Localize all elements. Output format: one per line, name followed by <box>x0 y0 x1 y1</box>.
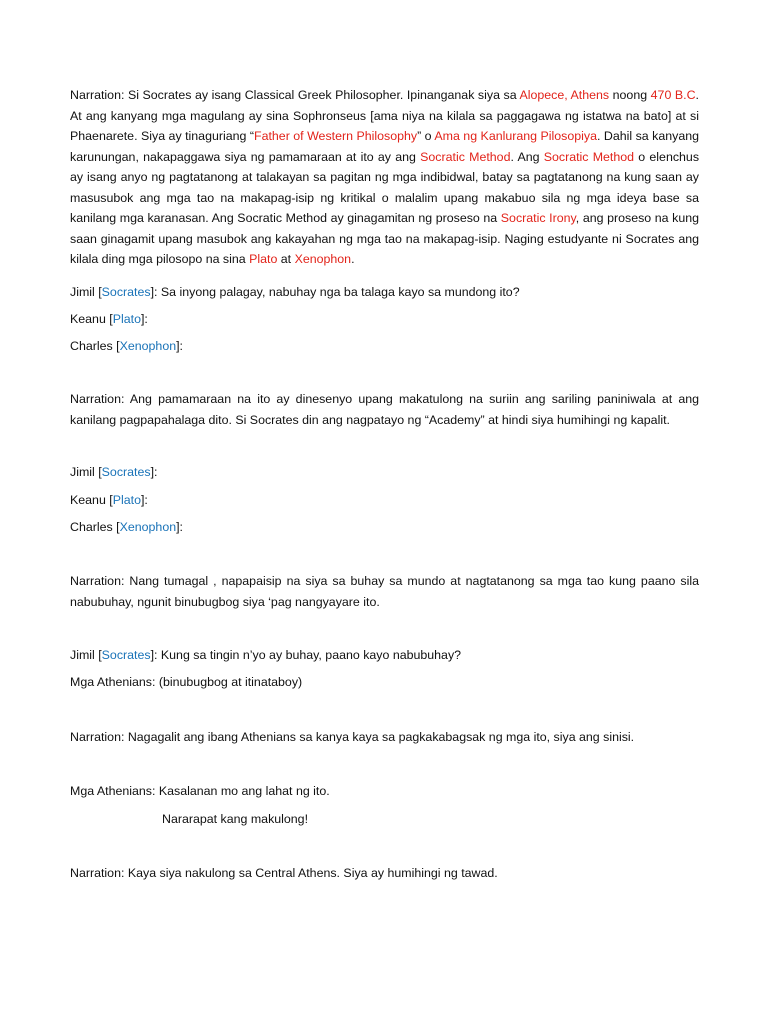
highlight-title-filipino: Ama ng Kanlurang Pilosopiya <box>434 129 597 143</box>
text-run: . <box>351 252 355 266</box>
highlight-xenophon: Xenophon <box>294 252 352 266</box>
dialogue-text: ]: <box>176 520 183 534</box>
speaker-name: Jimil [ <box>70 285 102 299</box>
dialogue-text: ]: <box>150 465 158 479</box>
speaker-name: Jimil [ <box>70 648 102 662</box>
dialogue-text: ]: <box>176 339 183 353</box>
role-name: Xenophon <box>119 339 177 353</box>
narration-line: Narration: Kaya siya nakulong sa Central Athens. Siya ay humihingi ng tawad. <box>70 866 498 880</box>
dialogue-text: ]: Sa inyong palagay, nabuhay nga ba talaga kayo sa mundong ito? <box>150 285 520 299</box>
speaker-name: Charles [ <box>70 339 120 353</box>
highlight-socratic-method: Socratic Method <box>543 149 635 164</box>
text-run: , ang proseso na kung saan ginagamit upang masubok ang kakayahan ng mga tao na makapag-isip. Naging estudyante ni Socrates ang kilala ding mga pilosopo na sina <box>70 211 700 266</box>
text-run: at <box>277 252 295 266</box>
dialogue-line <box>70 647 461 663</box>
highlight-plato: Plato <box>249 252 278 266</box>
dialogue-text: ]: Kung sa tingin n’yo ay buhay, paano kayo nabubuhay? <box>150 648 462 662</box>
dialogue-line <box>70 464 157 480</box>
highlight-place: Alopece, Athens <box>519 88 610 102</box>
dialogue-line <box>70 338 183 354</box>
narration-paragraph-intro <box>70 85 699 270</box>
narration-paragraph: Narration: Ang pamamaraan na ito ay dinesenyo upang makatulong na suriin ang sariling paniniwala at ang kanilang pagpapahalaga dito. Si Socrates din ang nagpatayo ng “Academy” at hindi siya humihingi ng kapalit. <box>70 392 699 427</box>
dialogue-text: ]: <box>140 493 148 507</box>
text-run: ” o <box>417 129 435 143</box>
dialogue-line <box>70 284 520 300</box>
role-name: Socrates <box>101 465 151 479</box>
dialogue-line <box>70 519 183 535</box>
dialogue-line: Mga Athenians: (binubugbog at itinataboy) <box>70 675 303 689</box>
dialogue-line-continuation: Nararapat kang makulong! <box>162 812 309 826</box>
role-name: Plato <box>112 312 141 326</box>
text-run: o elenchus ay isang anyo ng pagtatanong at talakayan sa pagitan ng mga indibidwal, batay sa pagtatanong na kung saan ay masusubok ang mga tao na makapag-isip ng kritikal o malalim upang makabuo sila ng mga ideya base sa kanilang mga karanasan. Ang Socratic Method ay ginagamitan ng proseso na <box>70 149 700 225</box>
dialogue-line <box>70 492 148 508</box>
dialogue-text: ]: <box>140 312 148 326</box>
highlight-socratic-irony: Socratic Irony <box>500 211 576 225</box>
highlight-title-english: Father of Western Philosophy <box>254 129 418 143</box>
speaker-name: Keanu [ <box>70 312 113 326</box>
role-name: Xenophon <box>119 520 177 534</box>
role-name: Socrates <box>101 648 151 662</box>
dialogue-line: Mga Athenians: Kasalanan mo ang lahat ng ito. <box>70 784 330 798</box>
text-run: . At ang kanyang mga magulang ay sina Sophronseus [ama niya na kilala sa paggagawa ng istatwa na bato] at si Phaenarete. Siya ay tinaguriang “ <box>70 88 699 143</box>
text-run: . Dahil sa kanyang karunungan, nakapaggawa siya ng pamamaraan at ito ay ang <box>70 129 699 164</box>
speaker-name: Charles [ <box>70 520 120 534</box>
highlight-year: 470 B.C <box>650 88 696 102</box>
speaker-name: Keanu [ <box>70 493 113 507</box>
narration-line: Narration: Nagagalit ang ibang Athenians sa kanya kaya sa pagkakabagsak ng mga ito, siya ang sinisi. <box>70 730 635 744</box>
text-run: Narration: Si Socrates ay isang Classical Greek Philosopher. Ipinanganak siya sa <box>70 88 520 102</box>
role-name: Plato <box>112 493 141 507</box>
role-name: Socrates <box>101 285 151 299</box>
text-run: noong <box>609 88 651 102</box>
dialogue-line <box>70 311 148 327</box>
narration-paragraph: Narration: Nang tumagal , napapaisip na siya sa buhay sa mundo at nagtatanong sa mga tao kung paano sila nabubuhay, ngunit binubugbog siya ‘pag nangyayare ito. <box>70 574 699 609</box>
text-run: . Ang <box>510 149 544 164</box>
highlight-socratic-method: Socratic Method <box>420 149 511 164</box>
speaker-name: Jimil [ <box>70 465 102 479</box>
